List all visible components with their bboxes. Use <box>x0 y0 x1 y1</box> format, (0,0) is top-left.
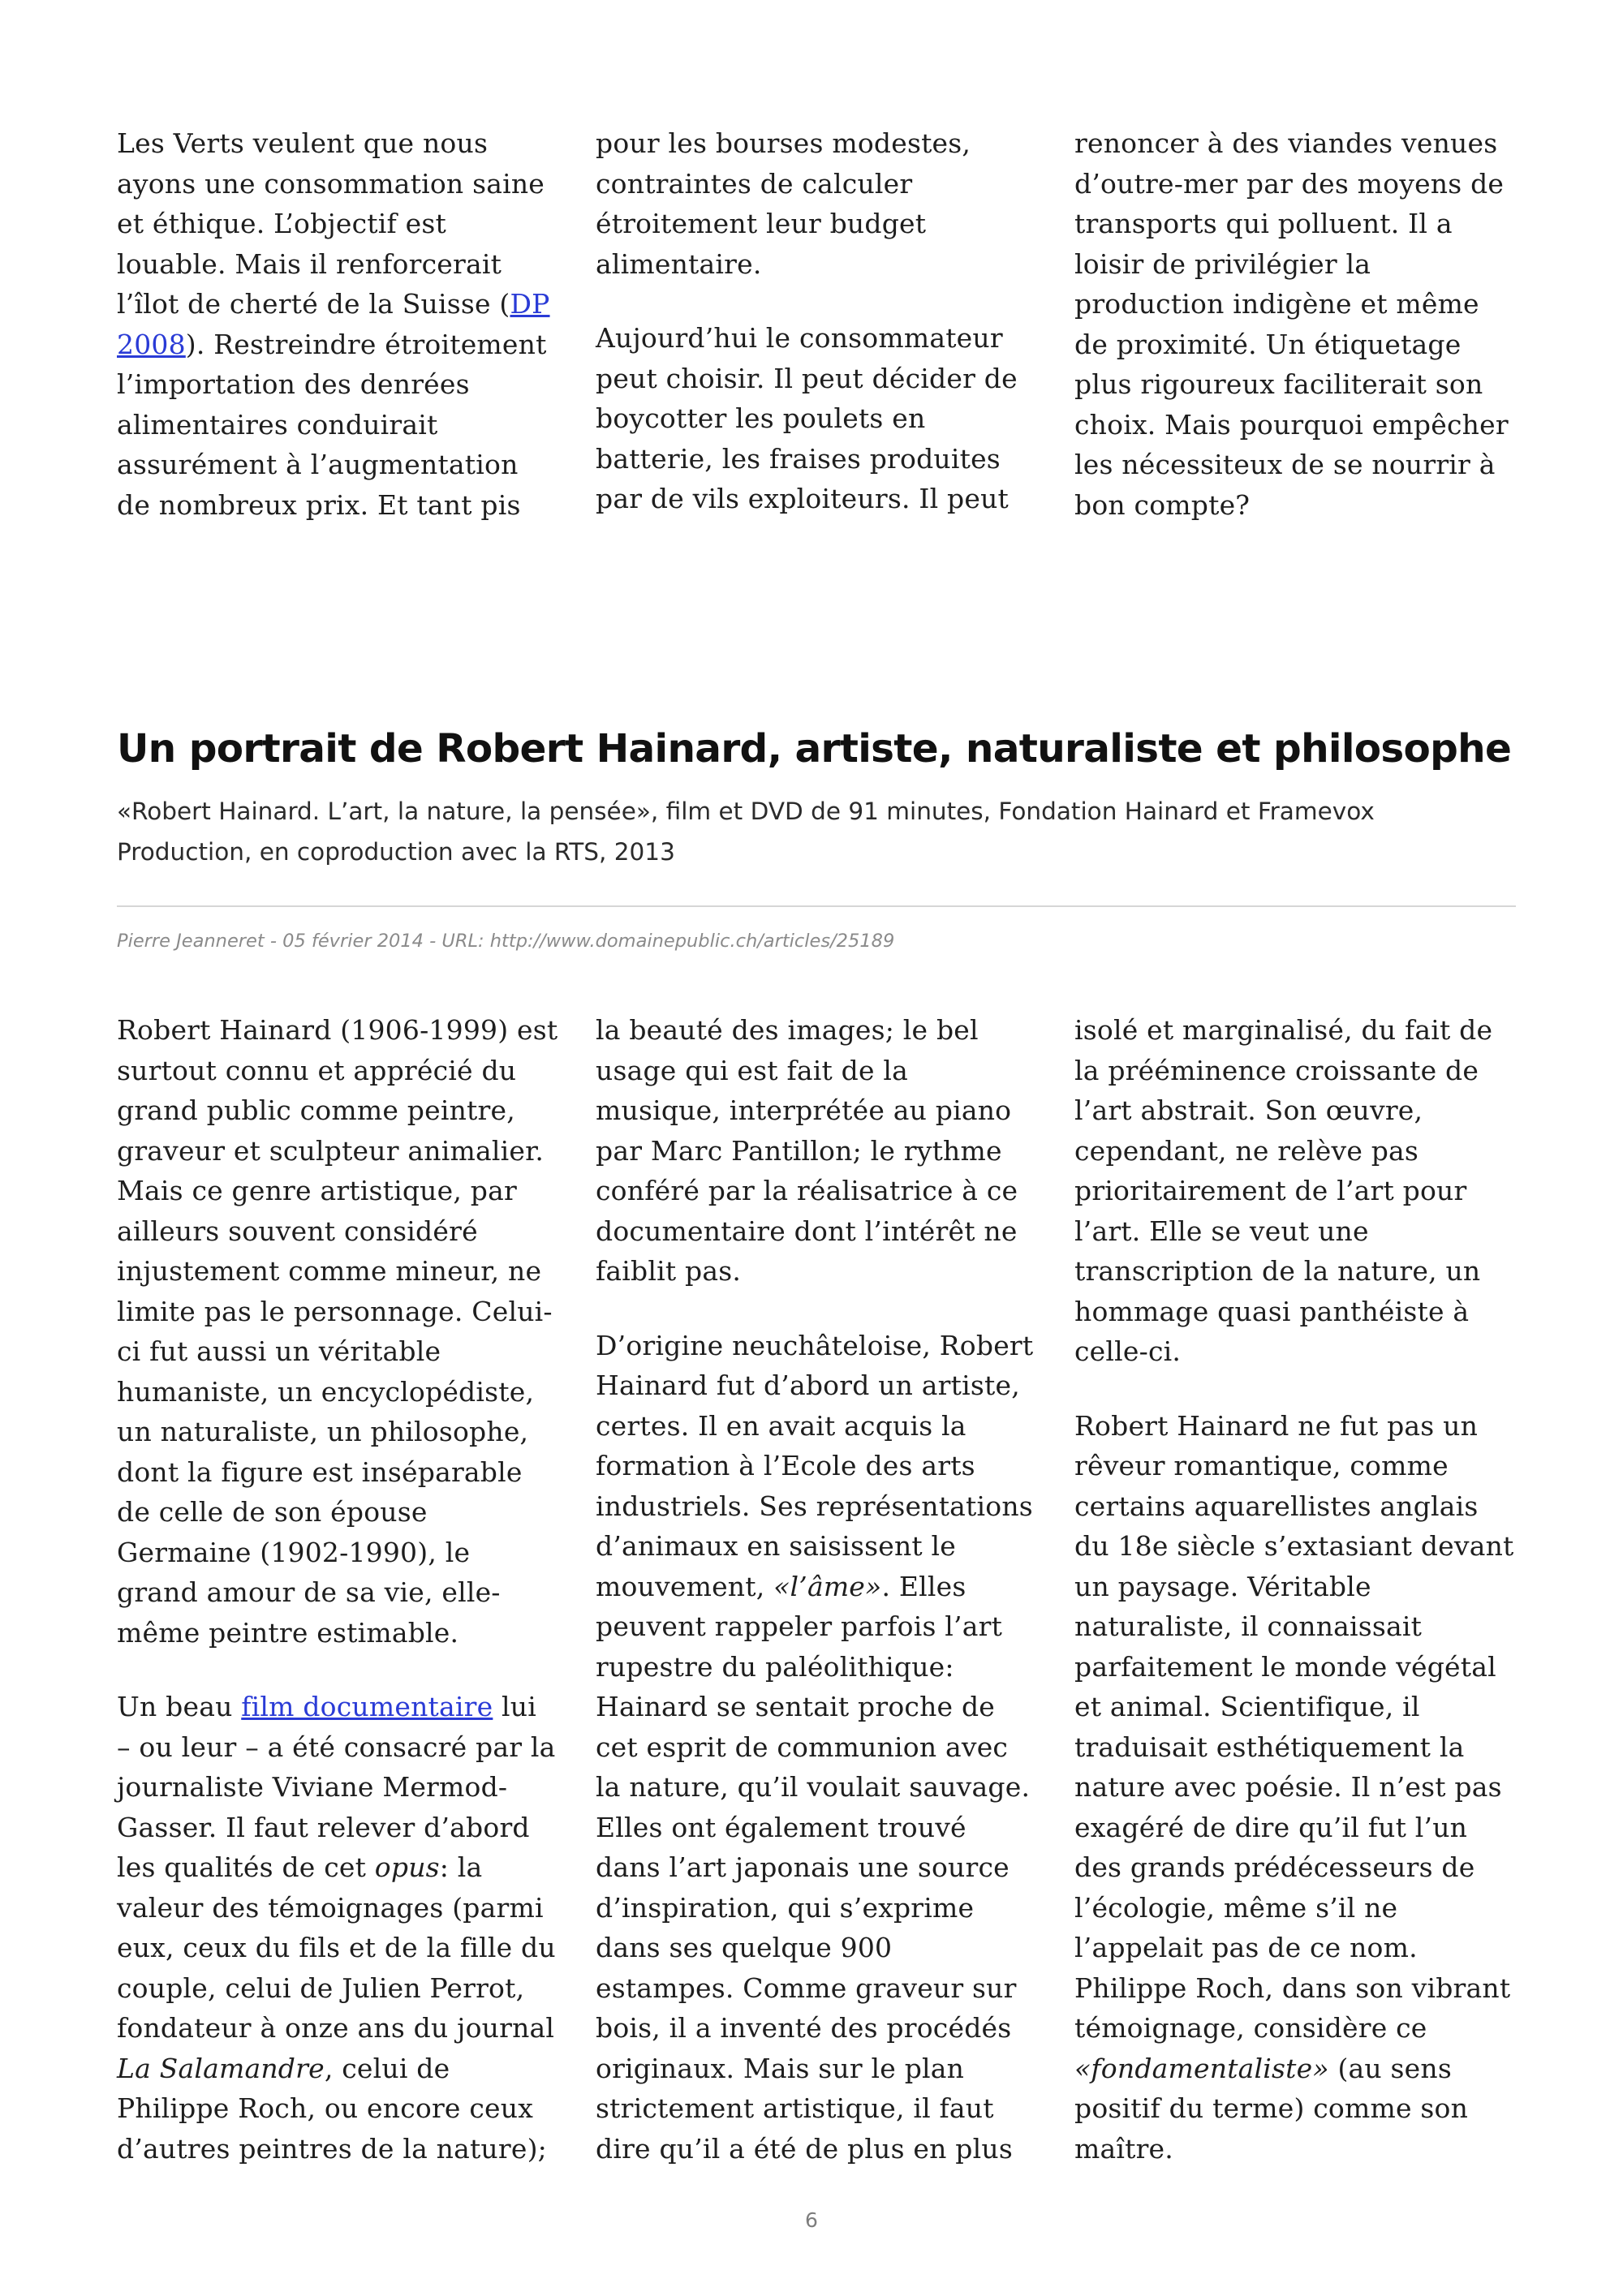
article-paragraph: Robert Hainard (1906-1999) est surtout connu et apprécié du grand public comme peintre, graveur et sculpteur animalier. Mais ce genre artistique, par ailleurs souvent considéré injustement comme mineur, ne limite pas le personnage. Celui-ci fut aussi un véritable humaniste, un encyclopédiste, un naturaliste, un philosophe, dont la figure est inséparable de celle de son épouse Germaine (1902-1990), le grand amour de sa vie, elle-même peintre estimable. <box>117 1014 558 1649</box>
article-paragraph: Un beau film documentaire lui – ou leur – a été consacré par la journaliste Viviane Mermod-Gasser. Il faut relever d’abord les qualités de cet opus: la valeur des témoignages (parmi eux, ceux du fils et de la fille du couple, celui de Julien Perrot, fondateur à onze ans du journal La Salamandre, celui de Philippe Roch, ou encore ceux d’autres peintres de la nature); <box>117 1691 556 2165</box>
article-title: Un portrait de Robert Hainard, artiste, naturaliste et philosophe <box>117 726 1512 772</box>
article-column-1 <box>117 1010 558 2169</box>
previous-article-column-2 <box>596 123 1037 525</box>
article-subtitle: «Robert Hainard. L’art, la nature, la pensée», film et DVD de 91 minutes, Fondation Hainard et Framevox Production, en coproduction avec la RTS, 2013 <box>117 798 1375 866</box>
article-paragraph: la beauté des images; le bel usage qui est fait de la musique, interprétée au piano par Marc Pantillon; le rythme conféré par la réalisatrice à ce documentaire dont l’intérêt ne faiblit pas. <box>596 1014 1018 1287</box>
article-body-columns <box>117 1010 1516 2169</box>
film-documentaire-link[interactable]: film documentaire <box>241 1691 493 1722</box>
previous-article-column-1 <box>117 123 558 525</box>
article-paragraph: Robert Hainard ne fut pas un rêveur romantique, comme certains aquarellistes anglais du 18e siècle s’extasiant devant un paysage. Véritable naturaliste, il connaissait parfaitement le monde végétal et animal. Scientifique, il traduisait esthétiquement la nature avec poésie. Il n’est pas exagéré de dire qu’il fut l’un des grands prédécesseurs de l’écologie, même s’il ne l’appelait pas de ce nom. Philippe Roch, dans son vibrant témoignage, considère ce «fondamentaliste» (au sens positif du terme) comme son maître. <box>1074 1409 1514 2165</box>
previous-article-column-3 <box>1074 123 1516 525</box>
previous-article-paragraph-2: pour les bourses modestes, contraintes de calculer étroitement leur budget alimentaire. <box>596 127 971 280</box>
page-number: 6 <box>805 2208 818 2232</box>
article-paragraph: D’origine neuchâteloise, Robert Hainard fut d’abord un artiste, certes. Il en avait acquis la formation à l’Ecole des arts industriels. Ses représentations d’animaux en saisissent le mouvement, «l’âme». Elles peuvent rappeler parfois l’art rupestre du paléolithique: Hainard se sentait proche de cet esprit de communion avec la nature, qu’il voulait sauvage. Elles ont également trouvé dans l’art japonais une source d’inspiration, qui s’exprime dans ses quelque 900 estampes. Comme graveur sur bois, il a inventé des procédés originaux. Mais sur le plan strictement artistique, il faut dire qu’il a été de plus en plus <box>596 1329 1034 2165</box>
previous-article-paragraph-3: Aujourd’hui le consommateur peut choisir. Il peut décider de boycotter les poulets en batterie, les fraises produites par de vils exploiteurs. Il peut <box>596 322 1018 514</box>
article-meta: Pierre Jeanneret - 05 février 2014 - URL: http://www.domainepublic.ch/articles/25189 <box>117 931 895 952</box>
article-paragraph: isolé et marginalisé, du fait de la prééminence croissante de l’art abstrait. Son œuvre, cependant, ne relève pas prioritairement de l’art pour l’art. Elle se veut une transcription de la nature, un hommage quasi panthéiste à celle-ci. <box>1074 1014 1493 1367</box>
dp-2008-link[interactable]: DP 2008 <box>117 288 550 360</box>
article-column-3 <box>1074 1010 1516 2169</box>
previous-article-columns <box>117 123 1516 525</box>
previous-article-paragraph-1: Les Verts veulent que nous ayons une consommation saine et éthique. L’objectif est louable. Mais il renforcerait l’îlot de cherté de la Suisse (DP 2008). Restreindre étroitement l’importation des denrées alimentaires conduirait assurément à l’augmentation de nombreux prix. Et tant pis <box>117 127 550 521</box>
header-divider <box>117 905 1516 907</box>
previous-article-paragraph-4: renoncer à des viandes venues d’outre-mer par des moyens de transports qui polluent. Il a loisir de privilégier la production indigène et même de proximité. Un étiquetage plus rigoureux faciliterait son choix. Mais pourquoi empêcher les nécessiteux de se nourrir à bon compte? <box>1074 127 1509 521</box>
article-column-2 <box>596 1010 1037 2169</box>
